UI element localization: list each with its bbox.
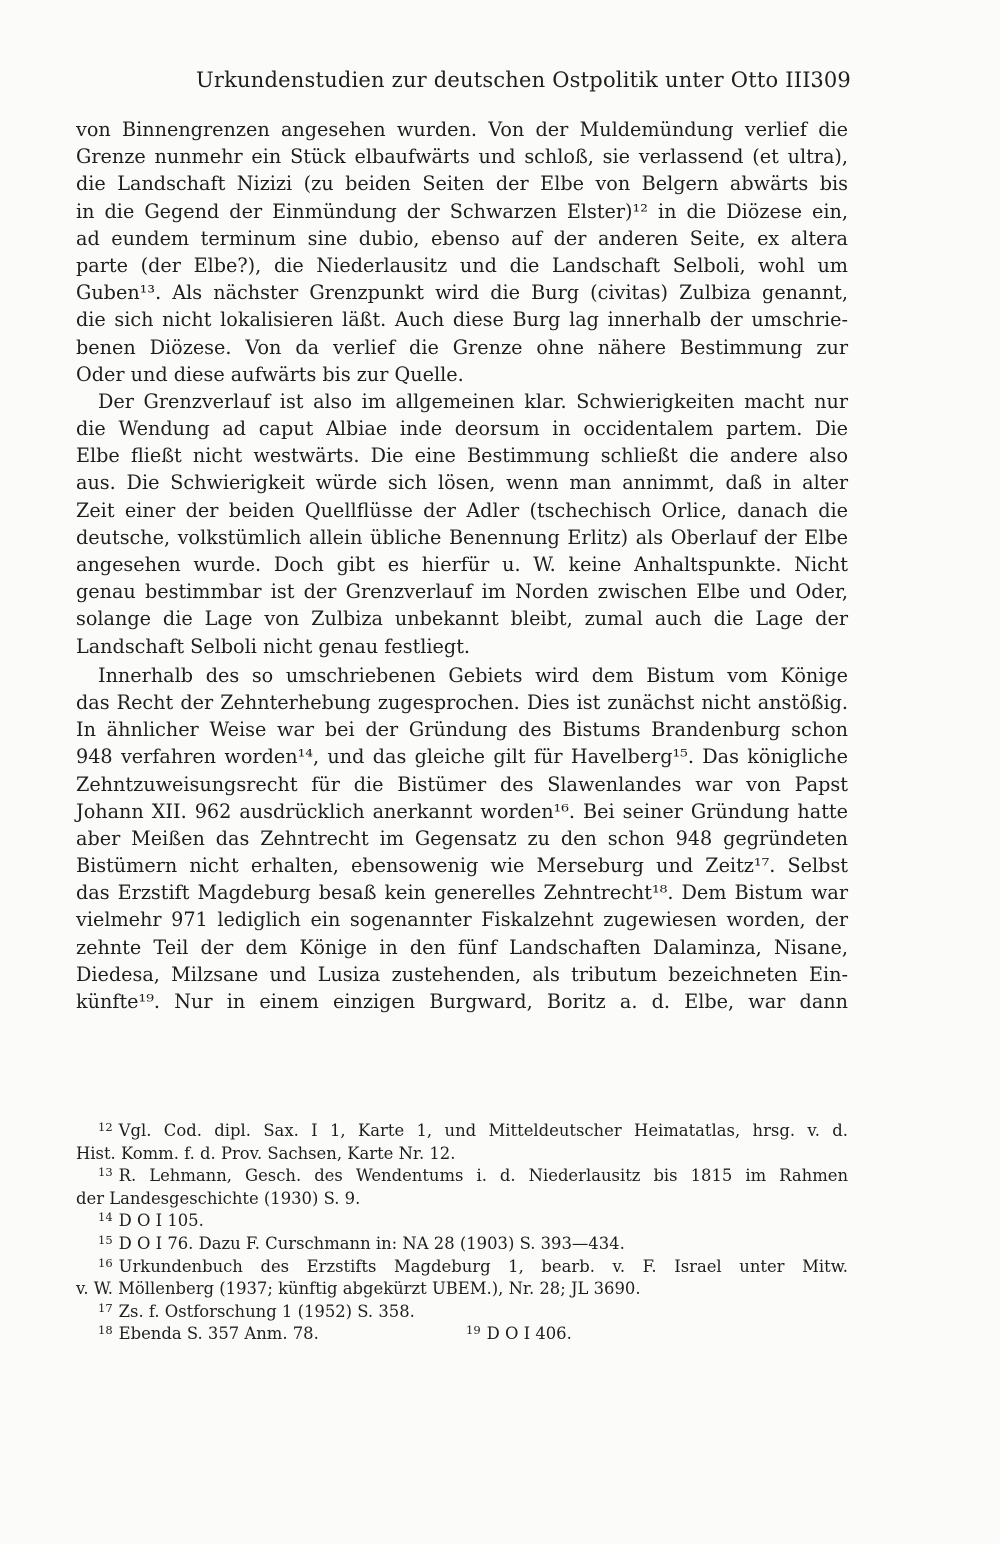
footnote-16	[76, 1256, 848, 1279]
footnote-15	[76, 1233, 848, 1256]
footnote-text: Urkundenbuch des Erzstifts Magdeburg 1, bearb. v. F. Israel unter Mitw.	[118, 1256, 848, 1276]
text-line: von Binnengrenzen angesehen wurden. Von der Muldemündung verlief die	[76, 118, 848, 141]
text-line: das Erzstift Magdeburg besaß kein generelles Zehntrecht¹⁸. Dem Bistum war	[76, 881, 848, 905]
footnote-text: D O I 406.	[486, 1324, 572, 1344]
text-line: vielmehr 971 lediglich ein sogenannter Fiskalzehnt zugewiesen worden, der	[76, 908, 848, 932]
text-line: die Wendung ad caput Albiae inde deorsum in occidentalem partem. Die	[76, 417, 848, 441]
text-line: 948 verfahren worden¹⁴, und das gleiche gilt für Havelberg¹⁵. Das königliche	[76, 745, 848, 769]
text-line: Zehntzuweisungsrecht für die Bistümer des Slawenlandes war von Papst	[76, 772, 848, 796]
footnote-number: 16	[98, 1255, 113, 1270]
footnote-16-cont: v. W. Möllenberg (1937; künftig abgekürzt UBEM.), Nr. 28; JL 3690.	[76, 1279, 641, 1299]
footnotes	[76, 1120, 848, 1346]
text-line: zehnte Teil der dem Könige in den fünf Landschaften Dalaminza, Nisane,	[76, 935, 848, 959]
text-line: benen Diözese. Von da verlief die Grenze ohne nähere Bestimmung zur	[76, 335, 848, 359]
running-header	[196, 68, 851, 100]
footnote-number: 17	[98, 1300, 113, 1315]
footnote-text: Vgl. Cod. dipl. Sax. I 1, Karte 1, und Mitteldeutscher Heimatatlas, hrsg. v. d.	[118, 1121, 848, 1140]
text-line: Johann XII. 962 ausdrücklich anerkannt worden¹⁶. Bei seiner Gründung hatte	[76, 799, 848, 823]
text-line: Landschaft Selboli nicht genau festliegt.	[76, 634, 470, 658]
running-title: Urkundenstudien zur deutschen Ostpolitik unter Otto III.	[196, 68, 818, 92]
text-line: in die Gegend der Einmündung der Schwarzen Elster)¹² in die Diözese ein,	[76, 199, 848, 223]
footnote-18-19-row	[76, 1323, 848, 1346]
text-line: Zeit einer der beiden Quellflüsse der Adler (tschechisch Orlice, danach die	[76, 498, 848, 522]
text-line: angesehen wurde. Doch gibt es hierfür u. W. keine Anhaltspunkte. Nicht	[76, 553, 848, 576]
page-number: 309	[810, 68, 851, 92]
footnote-number: 14	[98, 1210, 113, 1225]
footnote-text: Ebenda S. 357 Anm. 78.	[118, 1324, 319, 1344]
text-line: Der Grenzverlauf ist also im allgemeinen klar. Schwierigkeiten macht nur	[98, 389, 848, 413]
text-line: das Recht der Zehnterhebung zugesprochen. Dies ist zunächst nicht anstößig.	[76, 690, 848, 714]
footnote-12-cont: Hist. Komm. f. d. Prov. Sachsen, Karte Nr. 12.	[76, 1143, 456, 1163]
footnote-17	[76, 1301, 848, 1324]
text-line: ad eundem terminum sine dubio, ebenso auf der anderen Seite, ex altera	[76, 226, 848, 250]
footnote-number: 15	[98, 1232, 113, 1247]
footnote-text: D O I 76. Dazu F. Curschmann in: NA 28 (1903) S. 393—434.	[118, 1233, 625, 1253]
text-line: In ähnlicher Weise war bei der Gründung des Bistums Brandenburg schon	[76, 718, 848, 742]
footnote-number: 12	[98, 1120, 113, 1134]
footnote-text: D O I 105.	[118, 1211, 204, 1231]
text-line: aber Meißen das Zehntrecht im Gegensatz zu den schon 948 gegründeten	[76, 826, 848, 850]
text-line: deutsche, volkstümlich allein übliche Benennung Erlitz) als Oberlauf der Elbe	[76, 525, 848, 549]
footnote-number: 18	[98, 1323, 113, 1338]
text-line: Oder und diese aufwärts bis zur Quelle.	[76, 362, 464, 386]
text-line: Diedesa, Milzsane und Lusiza zustehenden, als tributum bezeichneten Ein-	[76, 962, 848, 986]
text-line: parte (der Elbe?), die Niederlausitz und die Landschaft Selboli, wohl um	[76, 253, 848, 277]
text-line: aus. Die Schwierigkeit würde sich lösen, wenn man annimmt, daß in alter	[76, 471, 848, 495]
text-line: genau bestimmbar ist der Grenzverlauf im Norden zwischen Elbe und Oder,	[76, 580, 848, 604]
footnote-13	[76, 1165, 848, 1188]
text-line: künfte¹⁹. Nur in einem einzigen Burgward, Boritz a. d. Elbe, war dann	[76, 990, 848, 1013]
text-line: Guben¹³. Als nächster Grenzpunkt wird die Burg (civitas) Zulbiza genannt,	[76, 281, 848, 305]
footnote-number: 13	[98, 1165, 113, 1180]
body-text	[76, 116, 848, 1015]
text-line: Grenze nunmehr ein Stück elbaufwärts und schloß, sie verlassend (et ultra),	[76, 145, 848, 169]
footnote-13-cont: der Landesgeschichte (1930) S. 9.	[76, 1188, 361, 1208]
text-line: Innerhalb des so umschriebenen Gebiets wird dem Bistum vom Könige	[98, 663, 848, 687]
footnote-text: R. Lehmann, Gesch. des Wendentums i. d. Niederlausitz bis 1815 im Rahmen	[118, 1166, 848, 1186]
footnote-18	[98, 1324, 319, 1343]
text-line: die sich nicht lokalisieren läßt. Auch diese Burg lag innerhalb der umschrie-	[76, 308, 848, 332]
footnote-14	[76, 1210, 848, 1233]
text-line: Elbe fließt nicht westwärts. Die eine Bestimmung schließt die andere also	[76, 444, 848, 468]
text-line: solange die Lage von Zulbiza unbekannt bleibt, zumal auch die Lage der	[76, 607, 848, 631]
text-line: Bistümern nicht erhalten, ebensowenig wie Merseburg und Zeitz¹⁷. Selbst	[76, 854, 848, 878]
text-line: die Landschaft Nizizi (zu beiden Seiten der Elbe von Belgern abwärts bis	[76, 172, 848, 196]
footnote-12	[76, 1120, 848, 1143]
footnote-19	[466, 1323, 572, 1346]
footnote-number: 19	[466, 1323, 481, 1338]
footnote-text: Zs. f. Ostforschung 1 (1952) S. 358.	[118, 1301, 415, 1321]
